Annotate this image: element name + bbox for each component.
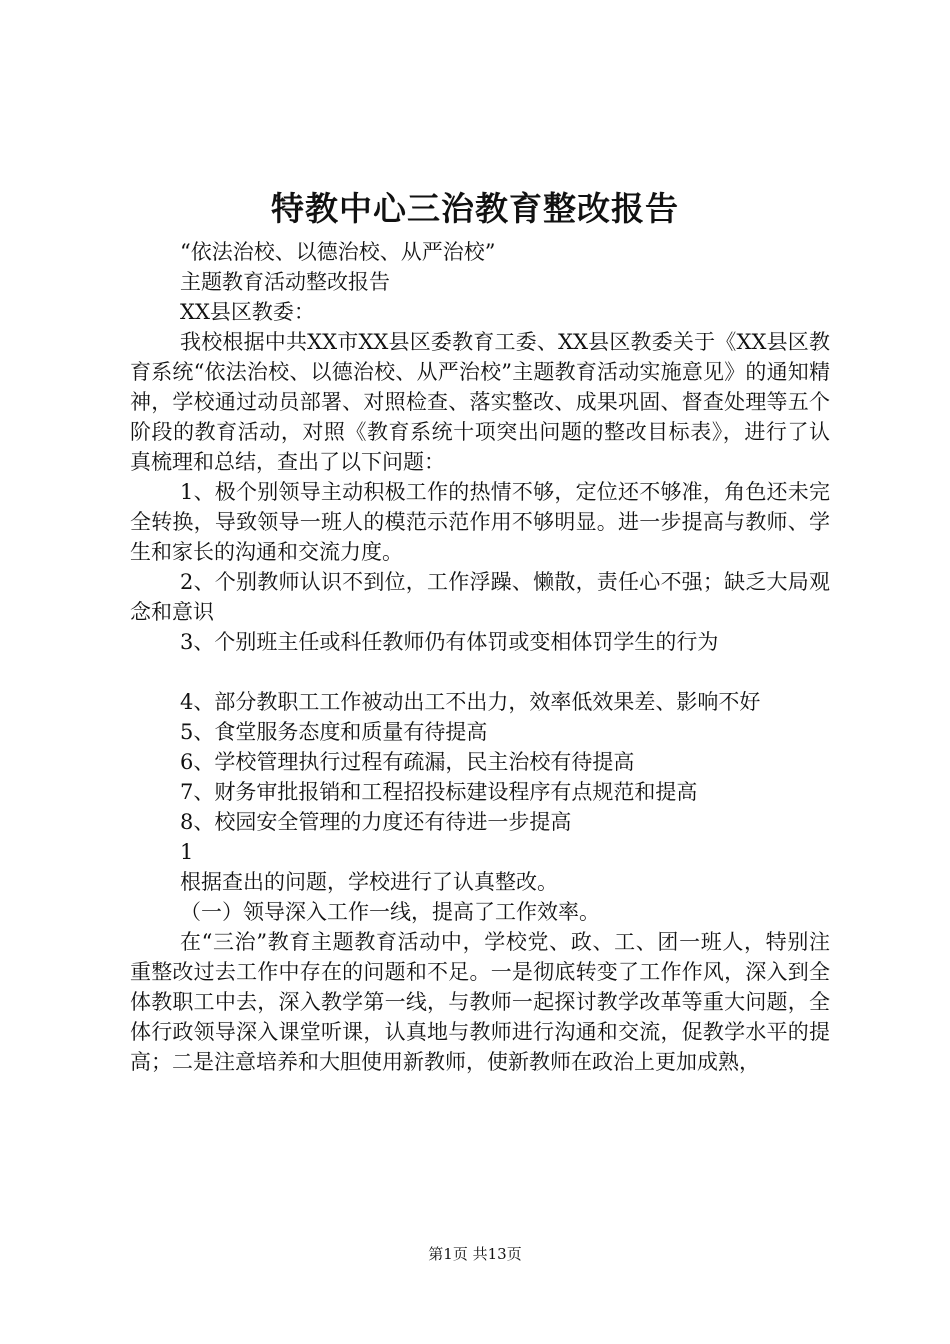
paragraph-subtitle-line-1: “依法治校、以德治校、从严治校” — [180, 240, 496, 264]
paragraph-issue-5: 5、食堂服务态度和质量有待提高 — [180, 720, 488, 744]
paragraph-section-body: 在“三治”教育主题教育活动中，学校党、政、工、团一班人，特别注重整改过去工作中存在的问题和不足。一是彻底转变了工作作风，深入到全体教职工中去，深入教学第一线，与教师一起探讨教学改革等重大问题，全体行政领导深入课堂听课，认真地与教师进行沟通和交流，促教学水平的提高；二是注意培养和大胆使用新教师，使新教师在政治上更加成熟， — [130, 930, 830, 1074]
paragraph-issue-2: 2、个别教师认识不到位，工作浮躁、懒散，责任心不强；缺乏大局观念和意识 — [130, 570, 830, 624]
paragraph-rectification-intro: 根据查出的问题，学校进行了认真整改。 — [180, 870, 558, 894]
paragraph-issue-3: 3、个别班主任或科任教师仍有体罚或变相体罚学生的行为 — [180, 630, 719, 654]
paragraph-issue-7: 7、财务审批报销和工程招投标建设程序有点规范和提高 — [180, 780, 698, 804]
document-title: 特教中心三治教育整改报告 — [271, 189, 679, 228]
paragraph-section-heading: （一）领导深入工作一线，提高了工作效率。 — [180, 900, 600, 924]
document-body — [130, 237, 830, 1077]
paragraph-issue-8: 8、校园安全管理的力度还有待进一步提高 — [180, 810, 572, 834]
paragraph-subtitle-line-2: 主题教育活动整改报告 — [180, 270, 390, 294]
paragraph-issue-1: 1、极个别领导主动积极工作的热情不够，定位还不够准，角色还未完全转换，导致领导一班人的模范示范作用不够明显。进一步提高与教师、学生和家长的沟通和交流力度。 — [130, 480, 830, 564]
paragraph-addressee: XX县区教委： — [180, 300, 315, 324]
paragraph-intro: 我校根据中共XX市XX县区委教育工委、XX县区教委关于《XX县区教育系统“依法治校、以德治校、从严治校”主题教育活动实施意见》的通知精神，学校通过动员部署、对照检查、落实整改、成果巩固、督查处理等五个阶段的教育活动，对照《教育系统十项突出问题的整改目标表》，进行了认真梳理和总结，查出了以下问题： — [130, 330, 830, 474]
paragraph-section-number: 1 — [180, 840, 194, 864]
paragraph-issue-6: 6、学校管理执行过程有疏漏，民主治校有待提高 — [180, 750, 635, 774]
paragraph-issue-4: 4、部分教职工工作被动出工不出力，效率低效果差、影响不好 — [180, 690, 761, 714]
page-number-footer: 第1页 共13页 — [428, 1245, 522, 1263]
